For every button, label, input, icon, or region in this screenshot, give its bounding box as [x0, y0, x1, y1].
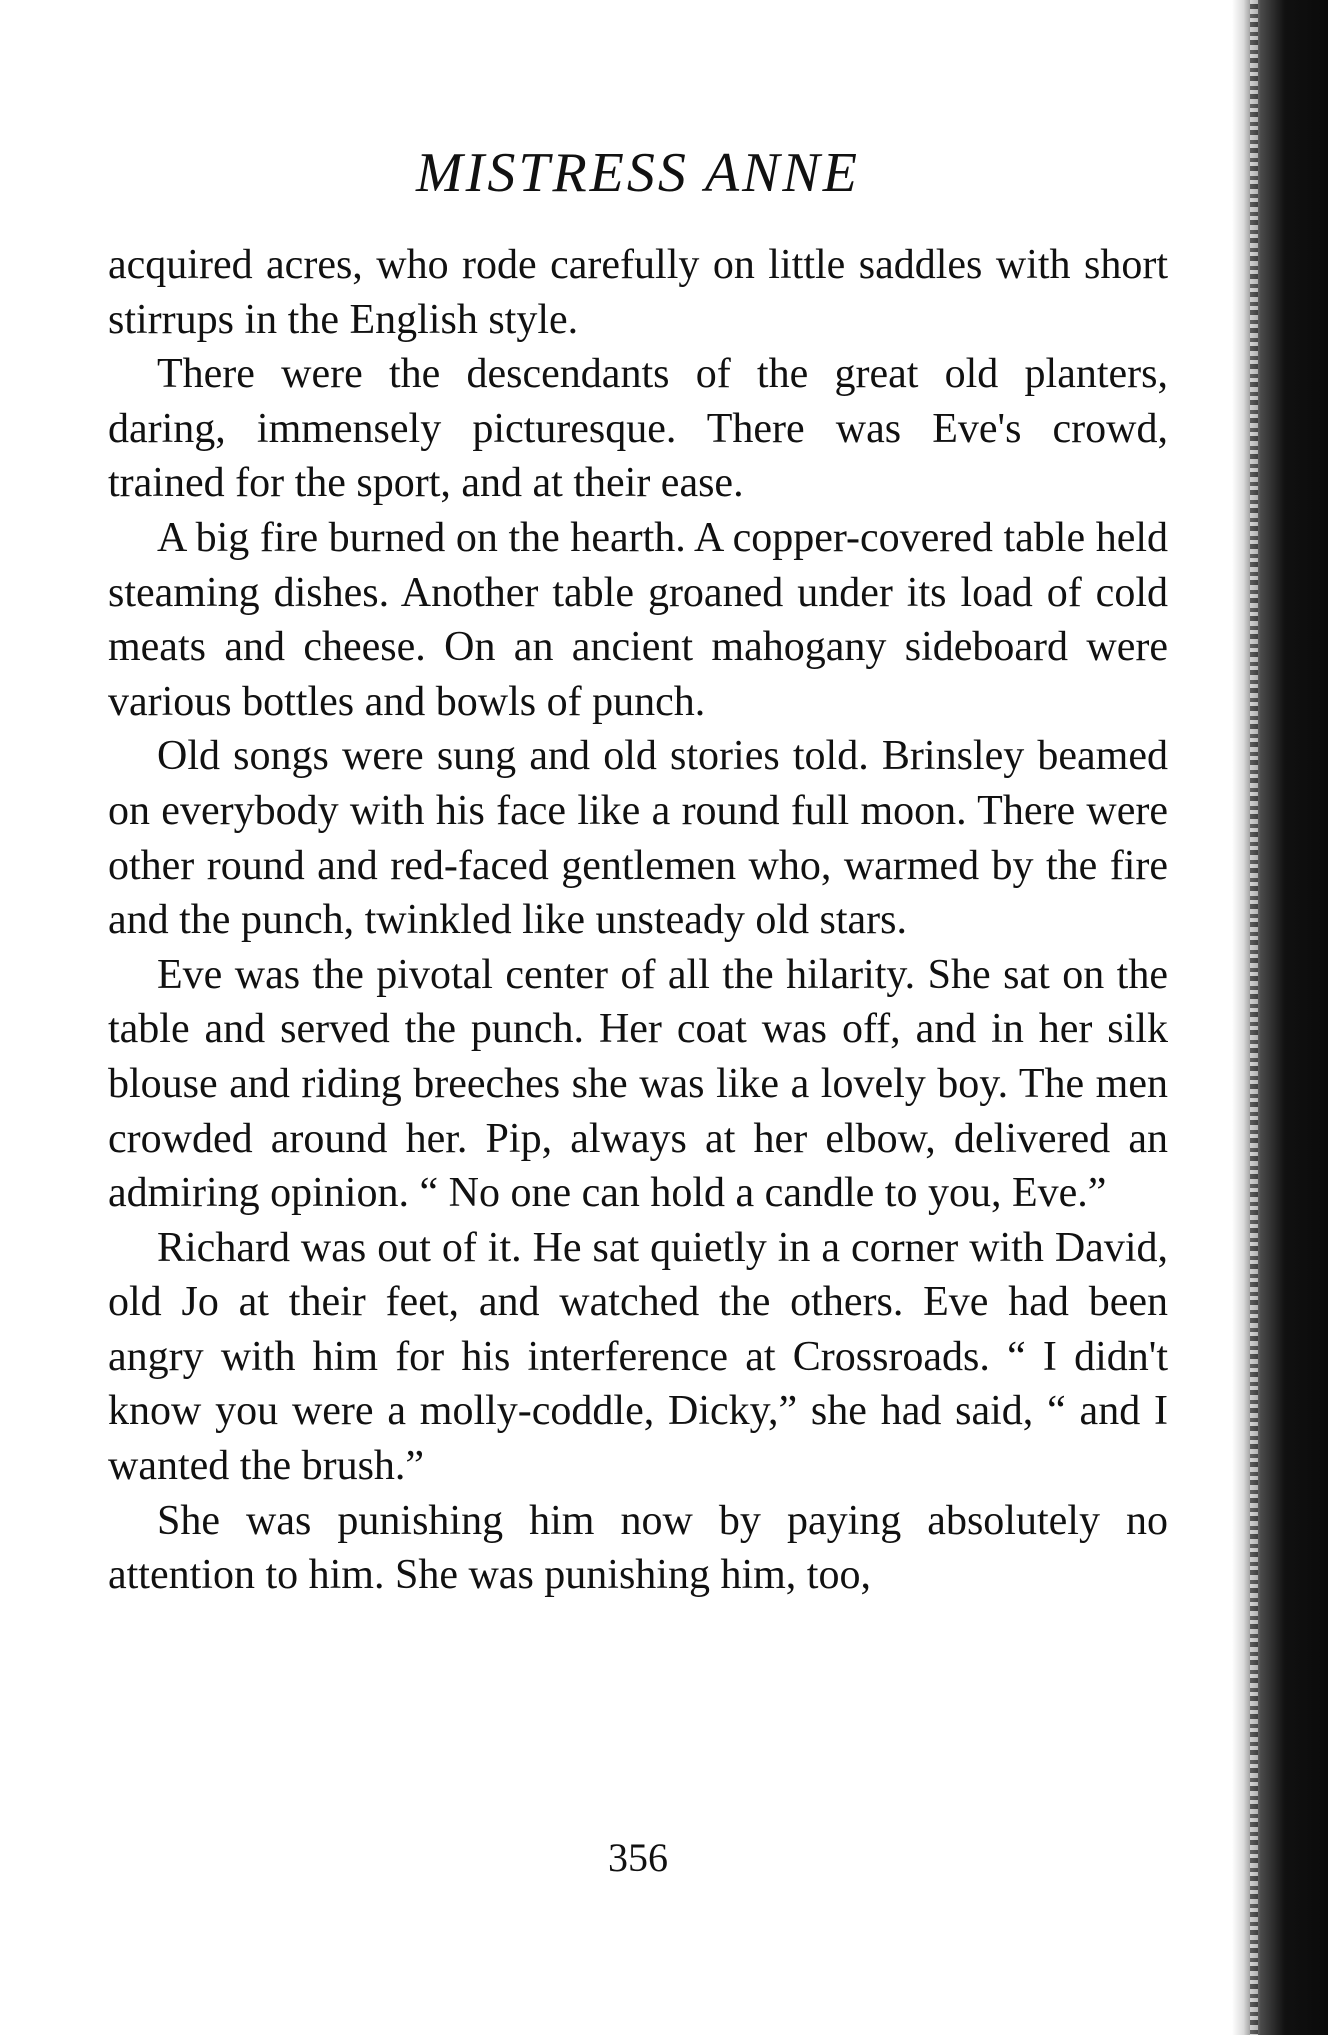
paragraph: Old songs were sung and old stories told. Brinsley beamed on everybody with his face like a round full moon. There were other round and red-faced gentlemen who, warmed by the fire and the punch, twinkled like unsteady old stars.: [108, 733, 1168, 944]
body-text: [108, 238, 1168, 1603]
paragraph: A big fire burned on the hearth. A copper-covered table held steaming dishes. Another table groaned under its load of cold meats and cheese. On an ancient mahogany sideboard were various bottles and bowls of punch.: [108, 514, 1168, 725]
running-head: MISTRESS ANNE: [416, 142, 860, 204]
paragraph: There were the descendants of the great old planters, daring, immensely picturesque. There was Eve's crowd, trained for the sport, and at their ease.: [108, 351, 1168, 507]
paragraph: Eve was the pivotal center of all the hilarity. She sat on the table and served the punch. Her coat was off, and in her silk blouse and riding breeches she was like a lovely boy. The men crowded around her. Pip, always at her elbow, delivered an admiring opinion. “ No one can hold a candle to you, Eve.”: [108, 951, 1168, 1217]
paragraph: She was punishing him now by paying absolutely no attention to him. She was punishing him, too,: [108, 1497, 1168, 1599]
binding-edge: [1250, 0, 1258, 2035]
paragraph-continued: acquired acres, who rode carefully on little saddles with short stirrups in the English style.: [108, 242, 1168, 343]
paragraph: Richard was out of it. He sat quietly in a corner with David, old Jo at their feet, and watched the others. Eve had been angry with him for his interference at Crossroads. “ I didn't know you were a molly-coddle, Dicky,” she had said, “ and I wanted the brush.”: [108, 1224, 1168, 1490]
page-number: 356: [608, 1835, 668, 1880]
binding-shadow: [1232, 0, 1328, 2035]
